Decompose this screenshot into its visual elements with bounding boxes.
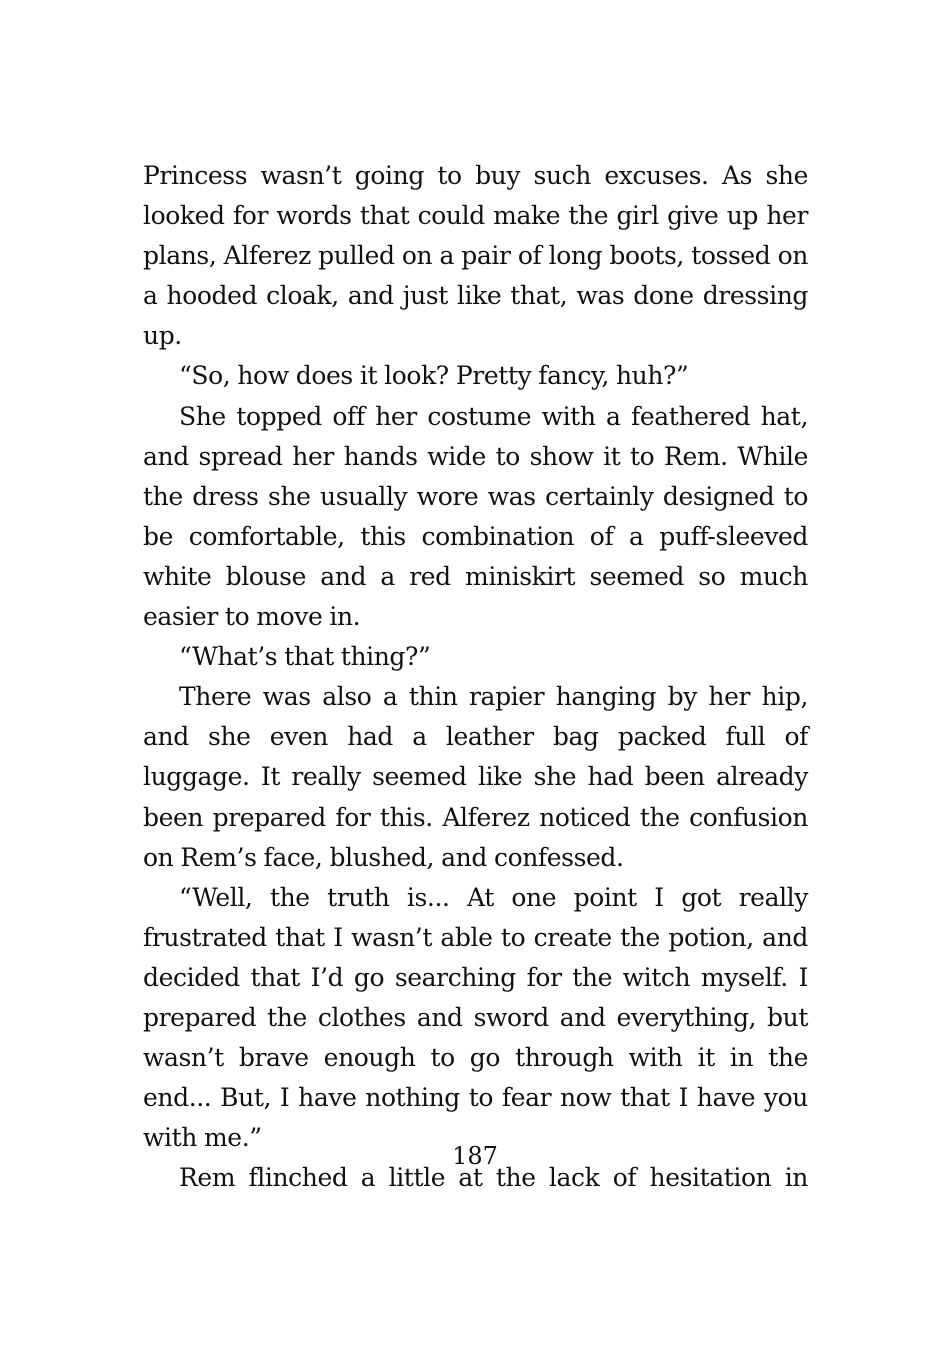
paragraph: “Well, the truth is... At one point I got really frustrated that I wasn’t able to create the potion, and decided that I’d go searching for the witch myself. I prepared the clothes and sword and everything, but wasn’t brave enough to go through with it in the end... But, I have nothing to fear now that I have you with me.” (143, 882, 808, 1153)
paragraph: Princess wasn’t going to buy such excuses. As she looked for words that could make the girl give up her plans, Alferez pulled on a pair of long boots, tossed on a hooded cloak, and just like that, was done dressing up. (143, 161, 808, 351)
page-number: 187 (452, 1142, 498, 1170)
paragraph: Rem flinched a little at the lack of hesitation in (179, 1163, 808, 1193)
body-text (143, 156, 808, 1198)
paragraph: There was also a thin rapier hanging by her hip, and she even had a leather bag packed full of luggage. It really seemed like she had been already been prepared for this. Alferez noticed the confusion on Rem’s face, blushed, and confessed. (143, 682, 808, 872)
paragraph: “What’s that thing?” (179, 642, 431, 672)
paragraph: “So, how does it look? Pretty fancy, huh?” (179, 361, 689, 391)
paragraph: She topped off her costume with a feathered hat, and spread her hands wide to show it to Rem. While the dress she usually wore was certainly designed to be comfortable, this combination of a puff-sleeved white blouse and a red miniskirt seemed so much easier to move in. (143, 401, 808, 632)
